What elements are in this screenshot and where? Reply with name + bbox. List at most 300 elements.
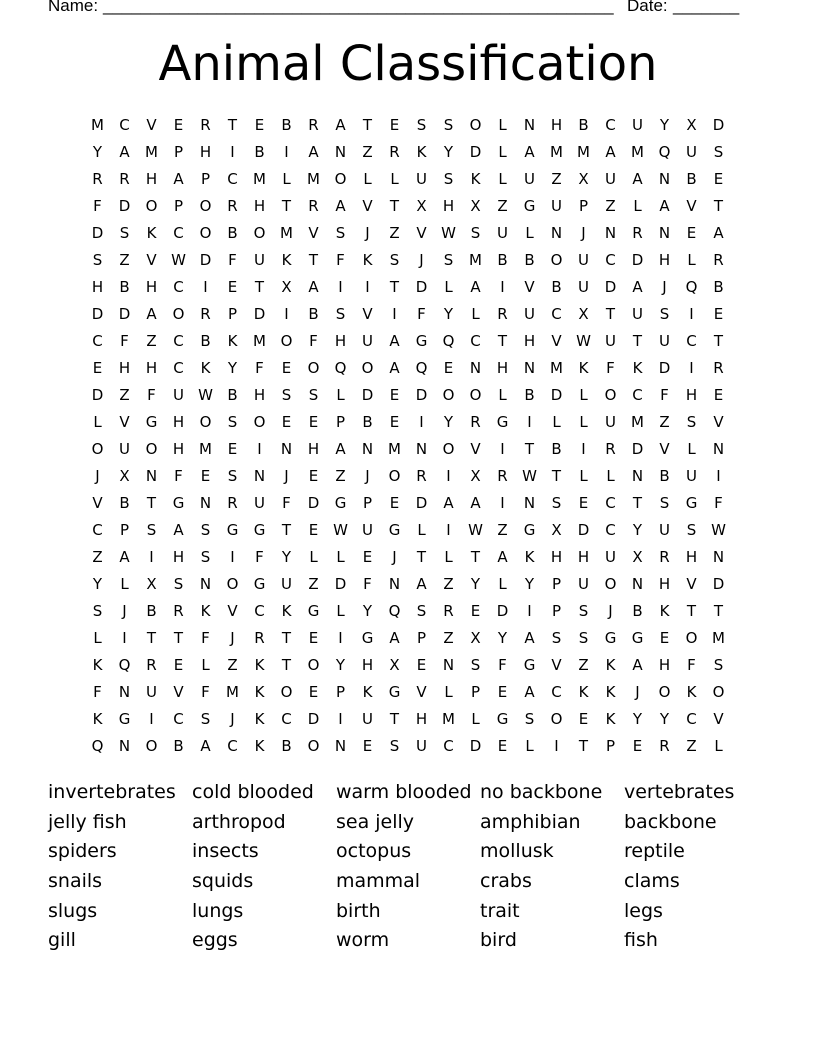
grid-letter[interactable]: R (308, 115, 319, 134)
grid-letter[interactable]: C (605, 115, 616, 134)
grid-letter[interactable]: K (92, 709, 103, 728)
grid-letter[interactable]: V (686, 196, 697, 215)
grid-letter[interactable]: U (659, 520, 670, 539)
grid-letter[interactable]: E (227, 439, 238, 458)
grid-letter[interactable]: V (470, 439, 481, 458)
grid-letter[interactable]: D (712, 115, 725, 134)
grid-letter[interactable]: V (659, 439, 670, 458)
grid-letter[interactable]: I (446, 466, 451, 485)
grid-letter[interactable]: B (524, 250, 535, 269)
grid-letter[interactable]: P (470, 682, 481, 701)
grid-letter[interactable]: P (551, 601, 562, 620)
grid-letter[interactable]: T (524, 439, 535, 458)
grid-letter[interactable]: F (147, 385, 156, 404)
grid-letter[interactable]: K (605, 709, 616, 728)
grid-letter[interactable]: M (550, 142, 563, 161)
grid-letter[interactable]: N (631, 574, 644, 593)
grid-letter[interactable]: C (92, 331, 103, 350)
grid-letter[interactable]: A (200, 736, 211, 755)
grid-letter[interactable]: G (172, 493, 185, 512)
grid-letter[interactable]: V (92, 493, 103, 512)
grid-letter[interactable]: S (200, 547, 211, 566)
grid-letter[interactable]: Y (659, 115, 670, 134)
grid-letter[interactable]: F (417, 304, 426, 323)
grid-letter[interactable]: W (198, 385, 213, 404)
grid-letter[interactable]: V (551, 655, 562, 674)
grid-letter[interactable]: S (713, 655, 724, 674)
grid-letter[interactable]: I (392, 304, 397, 323)
grid-letter[interactable]: Y (335, 655, 346, 674)
grid-letter[interactable]: I (446, 520, 451, 539)
grid-letter[interactable]: Z (146, 331, 157, 350)
grid-letter[interactable]: K (254, 682, 265, 701)
grid-letter[interactable]: Y (443, 304, 454, 323)
grid-letter[interactable]: O (307, 358, 320, 377)
grid-letter[interactable]: A (497, 547, 508, 566)
grid-letter[interactable]: T (578, 736, 589, 755)
grid-letter[interactable]: N (658, 169, 671, 188)
grid-letter[interactable]: K (92, 655, 103, 674)
grid-letter[interactable]: Z (92, 547, 103, 566)
grid-letter[interactable]: J (419, 250, 424, 269)
grid-letter[interactable]: I (419, 412, 424, 431)
grid-letter[interactable]: A (173, 169, 184, 188)
grid-letter[interactable]: Q (91, 736, 104, 755)
grid-letter[interactable]: H (496, 358, 509, 377)
grid-letter[interactable]: Y (362, 601, 373, 620)
grid-letter[interactable]: T (173, 628, 184, 647)
grid-letter[interactable]: A (470, 277, 481, 296)
grid-letter[interactable]: U (254, 250, 265, 269)
grid-letter[interactable]: D (118, 304, 131, 323)
grid-letter[interactable]: T (308, 250, 319, 269)
grid-letter[interactable]: T (389, 277, 400, 296)
grid-letter[interactable]: K (659, 601, 670, 620)
grid-letter[interactable]: W (171, 250, 186, 269)
grid-letter[interactable]: L (390, 169, 399, 188)
grid-letter[interactable]: K (254, 709, 265, 728)
grid-letter[interactable]: S (335, 223, 346, 242)
grid-letter[interactable]: O (280, 331, 293, 350)
grid-letter[interactable]: B (524, 385, 535, 404)
grid-letter[interactable]: H (685, 385, 698, 404)
grid-letter[interactable]: O (334, 169, 347, 188)
grid-letter[interactable]: Z (551, 169, 562, 188)
grid-letter[interactable]: C (686, 709, 697, 728)
grid-letter[interactable]: M (712, 628, 725, 647)
grid-letter[interactable]: Y (443, 412, 454, 431)
grid-letter[interactable]: P (362, 493, 373, 512)
grid-letter[interactable]: P (605, 736, 616, 755)
grid-letter[interactable]: R (659, 736, 670, 755)
grid-letter[interactable]: C (605, 250, 616, 269)
grid-letter[interactable]: D (361, 385, 374, 404)
grid-letter[interactable]: I (500, 493, 505, 512)
grid-letter[interactable]: I (365, 277, 370, 296)
grid-letter[interactable]: L (336, 385, 345, 404)
grid-letter[interactable]: H (145, 169, 158, 188)
grid-letter[interactable]: I (284, 142, 289, 161)
grid-letter[interactable]: N (469, 358, 482, 377)
grid-letter[interactable]: Y (524, 574, 535, 593)
grid-letter[interactable]: B (200, 331, 211, 350)
grid-letter[interactable]: E (173, 115, 184, 134)
grid-letter[interactable]: A (470, 493, 481, 512)
grid-letter[interactable]: H (91, 277, 104, 296)
grid-letter[interactable]: F (336, 250, 345, 269)
grid-letter[interactable]: C (227, 736, 238, 755)
grid-letter[interactable]: U (173, 385, 184, 404)
grid-letter[interactable]: B (308, 304, 319, 323)
grid-letter[interactable]: S (659, 493, 670, 512)
grid-letter[interactable]: U (416, 736, 427, 755)
grid-letter[interactable]: U (362, 709, 373, 728)
grid-letter[interactable]: X (470, 466, 481, 485)
grid-letter[interactable]: S (443, 169, 454, 188)
grid-letter[interactable]: R (119, 169, 130, 188)
grid-letter[interactable]: T (416, 547, 427, 566)
grid-letter[interactable]: L (336, 601, 345, 620)
grid-letter[interactable]: U (686, 466, 697, 485)
grid-letter[interactable]: T (254, 277, 265, 296)
grid-letter[interactable]: L (120, 574, 129, 593)
grid-letter[interactable]: B (173, 736, 184, 755)
grid-letter[interactable]: Y (92, 574, 103, 593)
grid-letter[interactable]: F (660, 385, 669, 404)
grid-letter[interactable]: P (173, 196, 184, 215)
grid-letter[interactable]: Q (415, 358, 428, 377)
grid-letter[interactable]: S (200, 709, 211, 728)
grid-letter[interactable]: D (496, 601, 509, 620)
grid-letter[interactable]: S (416, 601, 427, 620)
grid-letter[interactable]: X (389, 655, 400, 674)
grid-letter[interactable]: M (469, 250, 482, 269)
grid-letter[interactable]: H (685, 547, 698, 566)
grid-letter[interactable]: H (658, 655, 671, 674)
grid-letter[interactable]: Z (389, 223, 400, 242)
grid-letter[interactable]: L (498, 385, 507, 404)
grid-letter[interactable]: Z (497, 196, 508, 215)
grid-letter[interactable]: C (173, 277, 184, 296)
grid-letter[interactable]: L (579, 385, 588, 404)
grid-letter[interactable]: E (713, 304, 724, 323)
grid-letter[interactable]: X (632, 547, 643, 566)
grid-letter[interactable]: I (500, 277, 505, 296)
grid-letter[interactable]: C (605, 493, 616, 512)
grid-letter[interactable]: G (523, 655, 536, 674)
grid-letter[interactable]: F (498, 655, 507, 674)
grid-letter[interactable]: L (498, 115, 507, 134)
grid-letter[interactable]: I (338, 709, 343, 728)
grid-letter[interactable]: U (605, 169, 616, 188)
grid-letter[interactable]: V (416, 223, 427, 242)
grid-letter[interactable]: D (577, 520, 590, 539)
grid-letter[interactable]: K (227, 331, 238, 350)
grid-letter[interactable]: T (146, 628, 157, 647)
grid-letter[interactable]: T (281, 628, 292, 647)
grid-letter[interactable]: I (716, 466, 721, 485)
grid-letter[interactable]: K (524, 547, 535, 566)
grid-letter[interactable]: V (227, 601, 238, 620)
grid-letter[interactable]: F (201, 628, 210, 647)
grid-letter[interactable]: A (632, 277, 643, 296)
grid-letter[interactable]: U (551, 196, 562, 215)
grid-letter[interactable]: E (389, 412, 400, 431)
grid-letter[interactable]: U (362, 520, 373, 539)
grid-letter[interactable]: T (713, 196, 724, 215)
grid-letter[interactable]: G (388, 520, 401, 539)
grid-letter[interactable]: U (632, 304, 643, 323)
grid-letter[interactable]: H (658, 250, 671, 269)
grid-letter[interactable]: S (686, 412, 697, 431)
grid-letter[interactable]: N (442, 655, 455, 674)
grid-letter[interactable]: O (253, 223, 266, 242)
grid-letter[interactable]: I (203, 277, 208, 296)
grid-letter[interactable]: T (605, 304, 616, 323)
grid-letter[interactable]: N (631, 466, 644, 485)
grid-letter[interactable]: C (551, 682, 562, 701)
grid-letter[interactable]: I (500, 439, 505, 458)
grid-letter[interactable]: C (227, 169, 238, 188)
grid-letter[interactable]: L (687, 250, 696, 269)
grid-letter[interactable]: L (444, 277, 453, 296)
grid-letter[interactable]: F (363, 574, 372, 593)
grid-letter[interactable]: O (280, 682, 293, 701)
grid-letter[interactable]: K (146, 223, 157, 242)
grid-letter[interactable]: E (362, 547, 373, 566)
grid-letter[interactable]: F (93, 196, 102, 215)
grid-letter[interactable]: K (605, 655, 616, 674)
grid-letter[interactable]: V (686, 574, 697, 593)
grid-letter[interactable]: S (173, 574, 184, 593)
grid-letter[interactable]: N (145, 466, 158, 485)
grid-letter[interactable]: T (713, 601, 724, 620)
grid-letter[interactable]: N (550, 223, 563, 242)
grid-letter[interactable]: Y (443, 142, 454, 161)
grid-letter[interactable]: N (523, 358, 536, 377)
grid-letter[interactable]: U (578, 574, 589, 593)
grid-letter[interactable]: J (284, 466, 289, 485)
grid-letter[interactable]: E (578, 709, 589, 728)
grid-letter[interactable]: E (416, 655, 427, 674)
grid-letter[interactable]: B (119, 493, 130, 512)
grid-letter[interactable]: H (253, 196, 266, 215)
grid-letter[interactable]: S (443, 250, 454, 269)
grid-letter[interactable]: X (119, 466, 130, 485)
grid-letter[interactable]: E (254, 115, 265, 134)
grid-letter[interactable]: W (522, 466, 537, 485)
grid-letter[interactable]: N (712, 439, 725, 458)
grid-letter[interactable]: U (686, 142, 697, 161)
grid-letter[interactable]: A (632, 169, 643, 188)
grid-letter[interactable]: V (146, 115, 157, 134)
grid-letter[interactable]: M (307, 169, 320, 188)
grid-letter[interactable]: F (255, 358, 264, 377)
grid-letter[interactable]: S (551, 628, 562, 647)
grid-letter[interactable]: S (389, 736, 400, 755)
grid-letter[interactable]: L (282, 169, 291, 188)
grid-letter[interactable]: M (91, 115, 104, 134)
grid-letter[interactable]: L (336, 547, 345, 566)
grid-letter[interactable]: N (658, 223, 671, 242)
grid-letter[interactable]: K (686, 682, 697, 701)
grid-letter[interactable]: A (389, 331, 400, 350)
grid-letter[interactable]: O (307, 736, 320, 755)
grid-letter[interactable]: A (659, 196, 670, 215)
grid-letter[interactable]: L (498, 142, 507, 161)
grid-letter[interactable]: P (578, 196, 589, 215)
grid-letter[interactable]: E (308, 412, 319, 431)
grid-letter[interactable]: N (118, 682, 131, 701)
grid-letter[interactable]: I (581, 439, 586, 458)
grid-letter[interactable]: A (119, 547, 130, 566)
grid-letter[interactable]: T (389, 196, 400, 215)
grid-letter[interactable]: P (335, 682, 346, 701)
grid-letter[interactable]: T (551, 466, 562, 485)
grid-letter[interactable]: E (389, 385, 400, 404)
grid-letter[interactable]: J (392, 547, 397, 566)
grid-letter[interactable]: A (308, 142, 319, 161)
grid-letter[interactable]: V (524, 277, 535, 296)
grid-letter[interactable]: C (686, 331, 697, 350)
grid-letter[interactable]: A (146, 304, 157, 323)
grid-letter[interactable]: B (659, 466, 670, 485)
grid-letter[interactable]: S (92, 601, 103, 620)
grid-letter[interactable]: R (416, 466, 427, 485)
grid-letter[interactable]: R (227, 196, 238, 215)
grid-letter[interactable]: O (172, 304, 185, 323)
grid-letter[interactable]: H (334, 331, 347, 350)
grid-letter[interactable]: A (605, 142, 616, 161)
grid-letter[interactable]: H (199, 142, 212, 161)
grid-letter[interactable]: I (689, 304, 694, 323)
grid-letter[interactable]: M (442, 709, 455, 728)
grid-letter[interactable]: T (281, 520, 292, 539)
grid-letter[interactable]: R (308, 196, 319, 215)
grid-letter[interactable]: X (686, 115, 697, 134)
grid-letter[interactable]: E (497, 682, 508, 701)
grid-letter[interactable]: G (253, 520, 266, 539)
grid-letter[interactable]: G (631, 628, 644, 647)
grid-letter[interactable]: K (605, 682, 616, 701)
grid-letter[interactable]: M (226, 682, 239, 701)
grid-letter[interactable]: I (338, 628, 343, 647)
grid-letter[interactable]: K (362, 250, 373, 269)
grid-letter[interactable]: E (713, 169, 724, 188)
grid-letter[interactable]: O (469, 115, 482, 134)
grid-letter[interactable]: D (91, 304, 104, 323)
grid-letter[interactable]: O (145, 736, 158, 755)
grid-letter[interactable]: C (281, 709, 292, 728)
grid-letter[interactable]: U (659, 331, 670, 350)
grid-letter[interactable]: Q (334, 358, 347, 377)
grid-letter[interactable]: V (713, 412, 724, 431)
grid-letter[interactable]: D (550, 385, 563, 404)
grid-letter[interactable]: U (416, 169, 427, 188)
grid-letter[interactable]: T (281, 655, 292, 674)
grid-letter[interactable]: B (146, 601, 157, 620)
grid-letter[interactable]: U (605, 547, 616, 566)
grid-letter[interactable]: O (685, 628, 698, 647)
grid-letter[interactable]: B (551, 439, 562, 458)
grid-letter[interactable]: V (146, 250, 157, 269)
grid-letter[interactable]: G (118, 709, 131, 728)
grid-letter[interactable]: D (91, 385, 104, 404)
grid-letter[interactable]: D (631, 250, 644, 269)
grid-letter[interactable]: U (281, 574, 292, 593)
grid-letter[interactable]: I (689, 358, 694, 377)
grid-letter[interactable]: O (199, 196, 212, 215)
grid-letter[interactable]: J (608, 601, 613, 620)
grid-letter[interactable]: D (307, 493, 320, 512)
grid-letter[interactable]: G (361, 628, 374, 647)
grid-letter[interactable]: P (227, 304, 238, 323)
grid-letter[interactable]: C (254, 601, 265, 620)
grid-letter[interactable]: I (230, 142, 235, 161)
grid-letter[interactable]: A (335, 196, 346, 215)
grid-letter[interactable]: H (307, 439, 320, 458)
grid-letter[interactable]: L (552, 412, 561, 431)
grid-letter[interactable]: L (93, 628, 102, 647)
grid-letter[interactable]: Y (470, 574, 481, 593)
grid-letter[interactable]: Z (605, 196, 616, 215)
grid-letter[interactable]: P (119, 520, 130, 539)
grid-letter[interactable]: X (281, 277, 292, 296)
grid-letter[interactable]: E (308, 520, 319, 539)
grid-letter[interactable]: A (524, 682, 535, 701)
grid-letter[interactable]: E (92, 358, 103, 377)
grid-letter[interactable]: V (416, 682, 427, 701)
grid-letter[interactable]: J (365, 466, 370, 485)
grid-letter[interactable]: H (253, 385, 266, 404)
grid-letter[interactable]: R (713, 250, 724, 269)
grid-letter[interactable]: B (281, 115, 292, 134)
grid-letter[interactable]: E (632, 736, 643, 755)
grid-letter[interactable]: A (335, 439, 346, 458)
grid-letter[interactable]: I (527, 601, 532, 620)
grid-letter[interactable]: R (443, 601, 454, 620)
grid-letter[interactable]: X (470, 628, 481, 647)
grid-letter[interactable]: I (554, 736, 559, 755)
grid-letter[interactable]: H (118, 358, 131, 377)
grid-letter[interactable]: G (496, 709, 509, 728)
grid-letter[interactable]: H (145, 277, 158, 296)
grid-letter[interactable]: V (173, 682, 184, 701)
grid-letter[interactable]: S (146, 520, 157, 539)
grid-letter[interactable]: F (255, 547, 264, 566)
grid-letter[interactable]: C (551, 304, 562, 323)
grid-letter[interactable]: U (605, 331, 616, 350)
grid-letter[interactable]: O (361, 358, 374, 377)
grid-letter[interactable]: M (145, 142, 158, 161)
grid-letter[interactable]: U (146, 682, 157, 701)
grid-letter[interactable]: R (389, 142, 400, 161)
grid-letter[interactable]: T (362, 115, 373, 134)
grid-letter[interactable]: S (686, 520, 697, 539)
grid-letter[interactable]: E (470, 601, 481, 620)
grid-letter[interactable]: J (230, 709, 235, 728)
grid-letter[interactable]: A (173, 520, 184, 539)
grid-letter[interactable]: R (605, 439, 616, 458)
grid-letter[interactable]: N (253, 466, 266, 485)
grid-letter[interactable]: R (200, 304, 211, 323)
grid-letter[interactable]: M (577, 142, 590, 161)
grid-letter[interactable]: P (416, 628, 427, 647)
grid-letter[interactable]: U (119, 439, 130, 458)
grid-letter[interactable]: N (280, 439, 293, 458)
grid-letter[interactable]: W (711, 520, 726, 539)
grid-letter[interactable]: H (415, 709, 428, 728)
